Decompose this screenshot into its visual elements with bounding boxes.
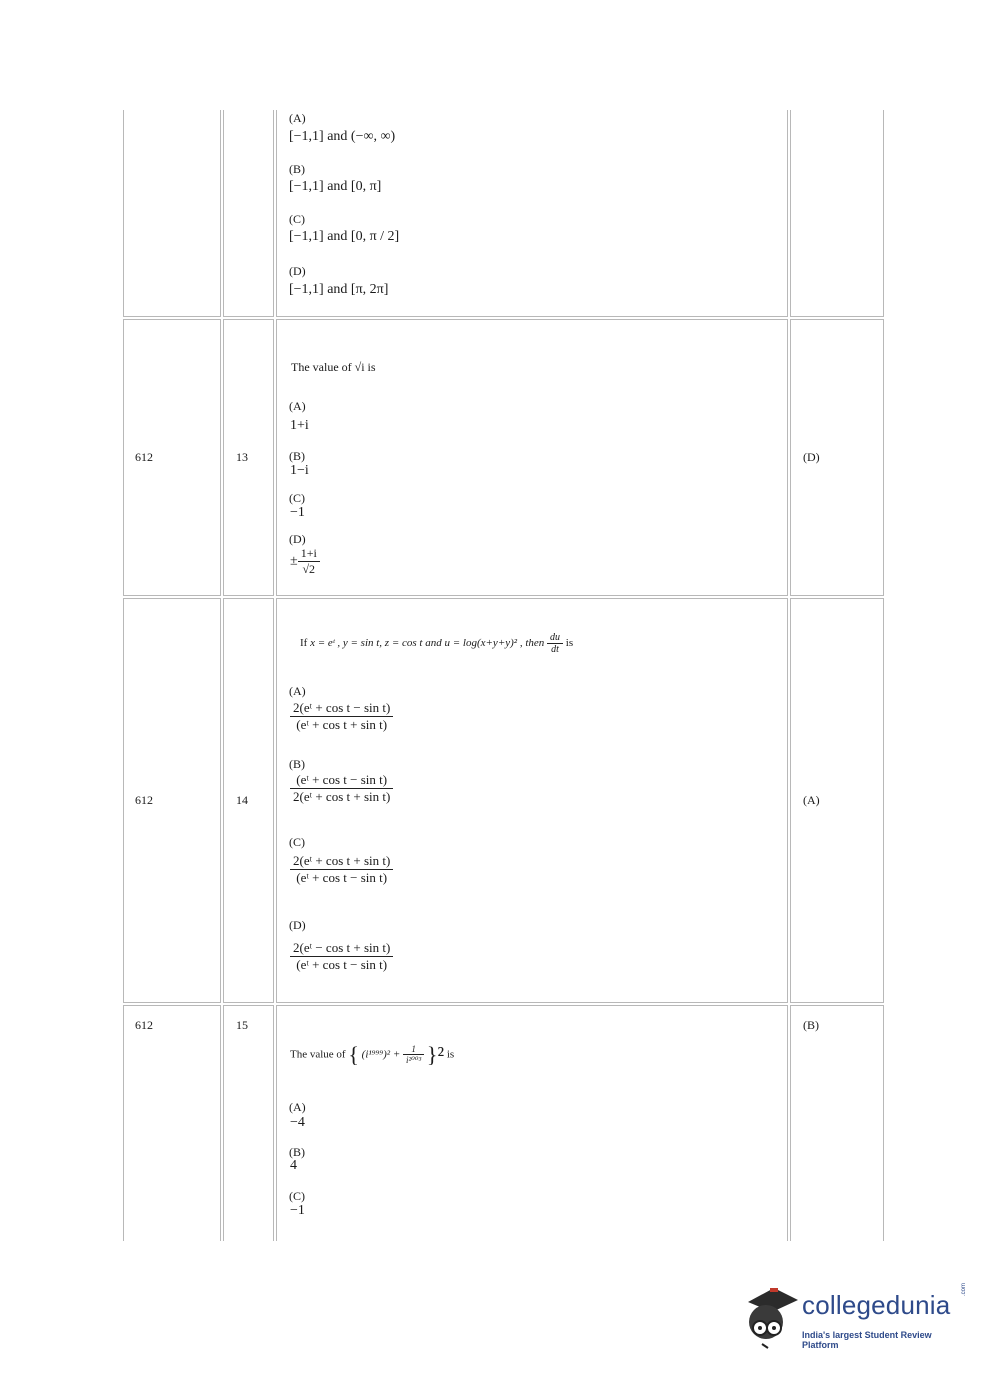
option-c-text: [−1,1] and [0, π / 2] bbox=[289, 229, 400, 244]
paper-code: 612 bbox=[135, 1018, 153, 1032]
option-c-label: (C) bbox=[289, 491, 305, 505]
option-d-expression bbox=[290, 546, 320, 577]
option-c-label: (C) bbox=[289, 1189, 305, 1203]
question-tail: is bbox=[446, 1048, 455, 1061]
question-text: The value of √i is bbox=[291, 360, 376, 374]
paper-code: 612 bbox=[135, 793, 153, 807]
option-b-label: (B) bbox=[289, 1145, 305, 1159]
option-b-text: [−1,1] and [0, π] bbox=[289, 179, 382, 194]
question-expression: x = eᵗ , y = sin t, z = cos t and u = log(x+y+y)² , then bbox=[310, 637, 545, 650]
cell-answer-row4 bbox=[790, 1005, 884, 1241]
question-text bbox=[300, 632, 573, 655]
option-a-label: (A) bbox=[289, 1100, 306, 1114]
plus-minus-sign: ± bbox=[290, 553, 298, 569]
question-lead: The value of bbox=[290, 1048, 346, 1061]
fraction-numerator: 2(eᵗ − cos t + sin t) bbox=[290, 940, 393, 957]
option-b-label: (B) bbox=[289, 757, 305, 771]
fraction-denominator: (eᵗ + cos t + sin t) bbox=[296, 717, 388, 732]
option-d-text: [−1,1] and [π, 2π] bbox=[289, 282, 389, 297]
fraction-denominator: (eᵗ + cos t − sin t) bbox=[296, 870, 388, 885]
option-b-label: (B) bbox=[289, 162, 305, 176]
option-c-text: −1 bbox=[290, 505, 305, 520]
option-a-label: (A) bbox=[289, 684, 306, 698]
option-c-text: −1 bbox=[290, 1203, 305, 1218]
answer-key: (D) bbox=[803, 450, 820, 464]
option-a-text: −4 bbox=[290, 1115, 305, 1130]
option-d-label: (D) bbox=[289, 264, 306, 278]
fraction-numerator: 2(eᵗ + cos t + sin t) bbox=[290, 853, 393, 870]
question-number: 15 bbox=[236, 1018, 248, 1032]
option-b-text: 1−i bbox=[290, 463, 309, 478]
collegedunia-logo bbox=[740, 1282, 970, 1354]
option-b-fraction bbox=[290, 772, 393, 805]
fraction-denominator: (eᵗ + cos t − sin t) bbox=[296, 957, 388, 972]
fraction-numerator: 2(eᵗ + cos t − sin t) bbox=[290, 700, 393, 717]
option-d-fraction bbox=[290, 940, 393, 973]
cell-answer-row1 bbox=[790, 110, 884, 317]
cell-qno-row2 bbox=[223, 319, 274, 596]
option-a-label: (A) bbox=[289, 399, 306, 413]
option-b-label: (B) bbox=[289, 449, 305, 463]
question-expression: (i¹⁹⁹⁹)² + bbox=[361, 1048, 401, 1061]
fraction-numerator: du bbox=[547, 632, 563, 644]
question-tail: is bbox=[565, 637, 574, 650]
cell-code-row1 bbox=[123, 110, 221, 317]
question-number: 14 bbox=[236, 793, 248, 807]
cell-qno-row1 bbox=[223, 110, 274, 317]
option-c-label: (C) bbox=[289, 835, 305, 849]
answer-key: (B) bbox=[803, 1018, 819, 1032]
option-c-label: (C) bbox=[289, 212, 305, 226]
fraction-denominator: dt bbox=[551, 644, 559, 655]
fraction-denominator: 2(eᵗ + cos t + sin t) bbox=[293, 789, 391, 804]
option-b-text: 4 bbox=[290, 1158, 297, 1173]
fraction-numerator: 1+i bbox=[298, 546, 320, 562]
answer-key: (A) bbox=[803, 793, 820, 807]
derivative-fraction bbox=[547, 632, 563, 655]
question-text bbox=[290, 1042, 454, 1068]
fraction-denominator: i²⁰⁰³ bbox=[406, 1055, 422, 1065]
logo-wordmark: collegedunia bbox=[802, 1290, 951, 1320]
question-lead: If bbox=[300, 637, 308, 650]
option-a-label: (A) bbox=[289, 111, 306, 125]
option-d-label: (D) bbox=[289, 918, 306, 932]
close-paren: }² bbox=[426, 1042, 445, 1067]
fraction-numerator: 1 bbox=[403, 1044, 424, 1055]
fraction bbox=[298, 546, 320, 577]
option-a-text: 1+i bbox=[290, 418, 309, 433]
cell-qno-row3 bbox=[223, 598, 274, 1003]
mascot-icon bbox=[740, 1282, 800, 1354]
fraction-denominator: √2 bbox=[302, 562, 316, 576]
inverse-fraction bbox=[403, 1044, 424, 1066]
option-a-fraction bbox=[290, 700, 393, 733]
cell-code-row4 bbox=[123, 1005, 221, 1241]
question-number: 13 bbox=[236, 450, 248, 464]
option-a-text: [−1,1] and (−∞, ∞) bbox=[289, 129, 396, 144]
option-c-fraction bbox=[290, 853, 393, 886]
fraction-numerator: (eᵗ + cos t − sin t) bbox=[290, 772, 393, 789]
option-d-label: (D) bbox=[289, 532, 306, 546]
logo-domain-suffix: .com bbox=[961, 1282, 967, 1296]
paper-code: 612 bbox=[135, 450, 153, 464]
cell-qno-row4 bbox=[223, 1005, 274, 1241]
open-paren: { bbox=[348, 1042, 359, 1067]
logo-tagline: India's largest Student Review Platform bbox=[802, 1330, 932, 1350]
cell-question-row4 bbox=[276, 1005, 788, 1241]
